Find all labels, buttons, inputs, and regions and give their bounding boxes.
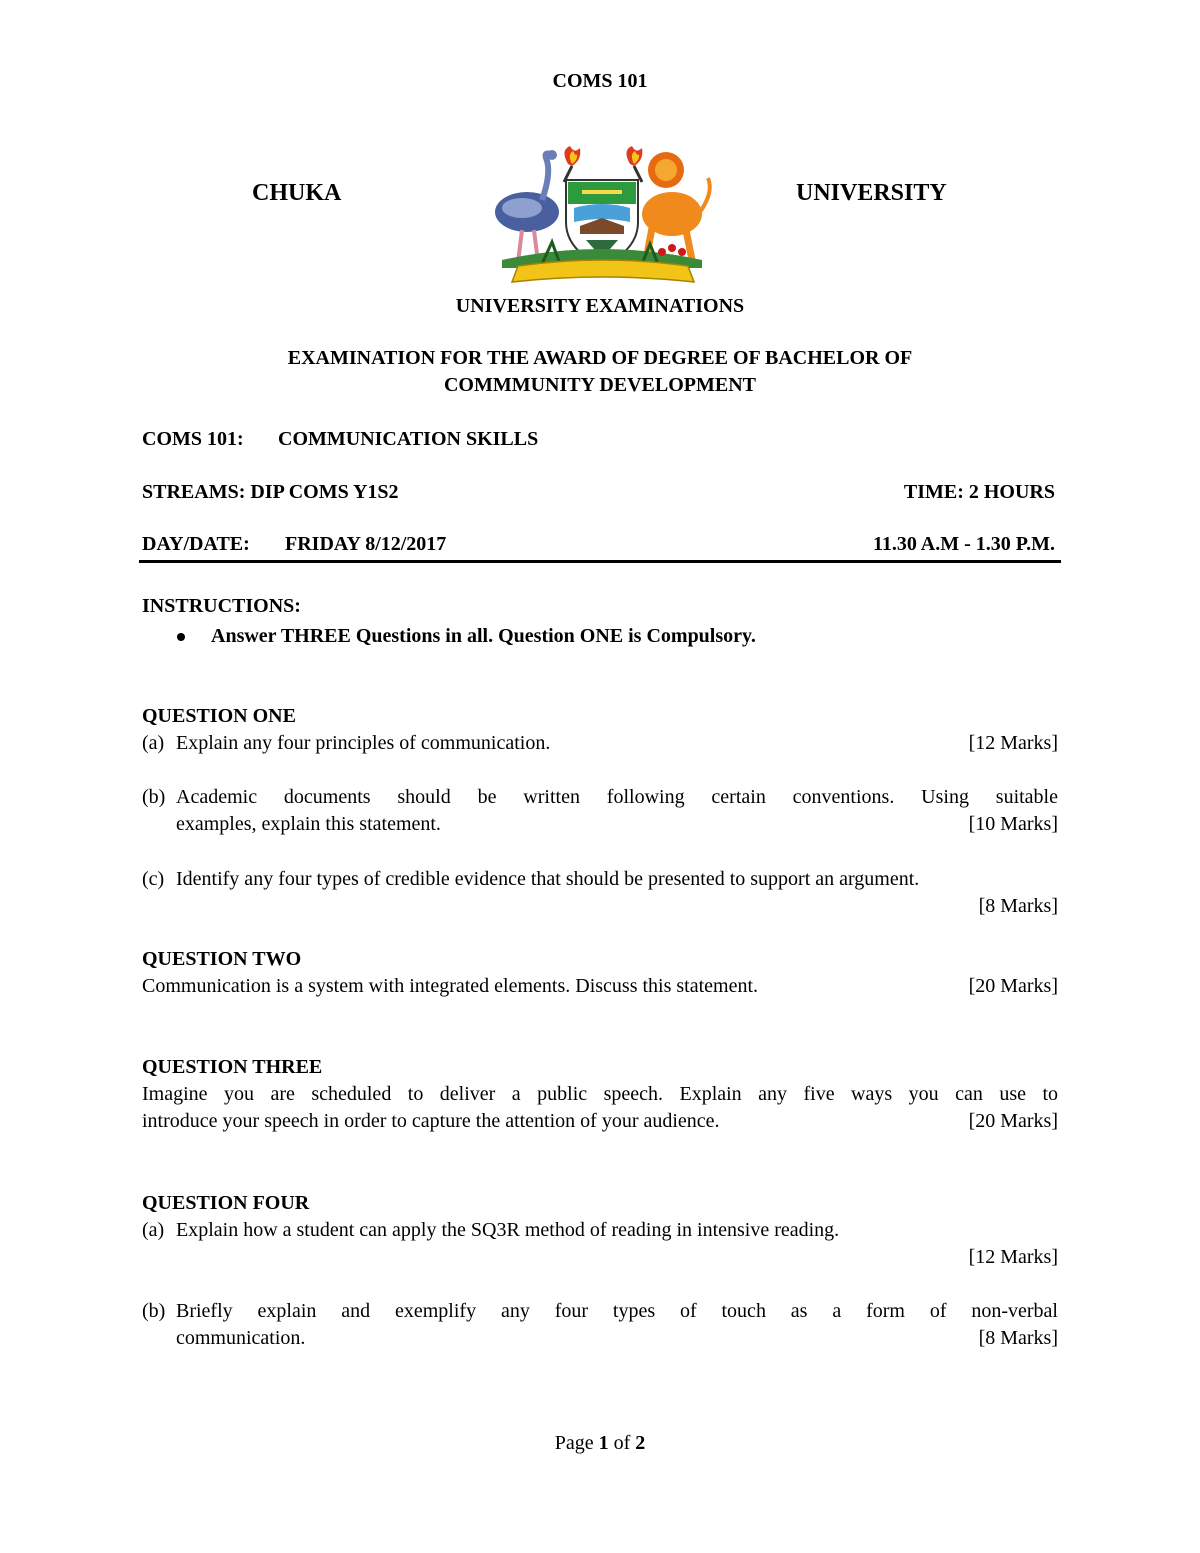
header-course-code: COMS 101 <box>552 70 648 92</box>
course-title: COMMUNICATION SKILLS <box>278 428 539 450</box>
question-three-heading: QUESTION THREE <box>142 1056 323 1078</box>
question-four-heading: QUESTION FOUR <box>142 1192 310 1214</box>
page-number: 1 <box>598 1432 609 1454</box>
q4-part-a-text: Explain how a student can apply the SQ3R method of reading in intensive reading. <box>176 1219 840 1241</box>
award-line-1: EXAMINATION FOR THE AWARD OF DEGREE OF BACHELOR OF <box>287 347 913 369</box>
q4-part-a-label: (a) <box>142 1219 165 1241</box>
page-of: of <box>613 1432 631 1454</box>
q1-part-c-marks: [8 Marks] <box>978 895 1058 917</box>
exam-title: UNIVERSITY EXAMINATIONS <box>455 295 745 317</box>
q1-part-a-text: Explain any four principles of communication. <box>176 732 551 754</box>
header-left-word: CHUKA <box>252 180 342 206</box>
course-code-label: COMS 101: <box>142 428 244 450</box>
exam-hours: 11.30 A.M - 1.30 P.M. <box>872 533 1055 555</box>
award-line-2: COMMMUNITY DEVELOPMENT <box>443 374 757 396</box>
crest-icon <box>482 142 718 288</box>
streams: STREAMS: DIP COMS Y1S2 <box>142 481 399 503</box>
page-total: 2 <box>635 1432 646 1454</box>
q1-part-c-label: (c) <box>142 868 165 890</box>
header-divider <box>139 560 1061 563</box>
university-crest-logo <box>482 142 718 288</box>
daydate-label: DAY/DATE: <box>142 533 250 555</box>
q4-part-b-marks: [8 Marks] <box>978 1327 1058 1349</box>
q1-part-b-text-line1: Academic documents should be written following certain conventions. Using suitable <box>176 786 1058 808</box>
instructions-heading: INSTRUCTIONS: <box>142 595 301 617</box>
q1-part-b-label: (b) <box>142 786 166 808</box>
bullet-icon <box>177 633 185 641</box>
exam-time: TIME: 2 HOURS <box>903 481 1055 503</box>
page-prefix: Page <box>554 1432 594 1454</box>
q4-part-a-marks: [12 Marks] <box>968 1246 1058 1268</box>
q2-text: Communication is a system with integrated elements. Discuss this statement. <box>142 975 759 997</box>
instruction-item: Answer THREE Questions in all. Question ONE is Compulsory. <box>211 625 756 647</box>
q1-part-a-label: (a) <box>142 732 165 754</box>
q4-part-b-label: (b) <box>142 1300 166 1322</box>
header-right-word: UNIVERSITY <box>796 180 947 206</box>
question-one-heading: QUESTION ONE <box>142 705 296 727</box>
q1-part-c-text: Identify any four types of credible evidence that should be presented to support an argument. <box>176 868 920 890</box>
q3-text-line1: Imagine you are scheduled to deliver a public speech. Explain any five ways you can use to <box>142 1083 1058 1105</box>
question-two-heading: QUESTION TWO <box>142 948 302 970</box>
q1-part-a-marks: [12 Marks] <box>968 732 1058 754</box>
q4-part-b-text-line2: communication. <box>176 1327 306 1349</box>
q2-marks: [20 Marks] <box>968 975 1058 997</box>
q3-marks: [20 Marks] <box>968 1110 1058 1132</box>
daydate-value: FRIDAY 8/12/2017 <box>285 533 447 555</box>
page-footer <box>0 1432 1200 1455</box>
q1-part-b-marks: [10 Marks] <box>968 813 1058 835</box>
q3-text-line2: introduce your speech in order to capture the attention of your audience. <box>142 1110 720 1132</box>
q4-part-b-text-line1: Briefly explain and exemplify any four types of touch as a form of non-verbal <box>176 1300 1058 1322</box>
q1-part-b-text-line2: examples, explain this statement. <box>176 813 441 835</box>
